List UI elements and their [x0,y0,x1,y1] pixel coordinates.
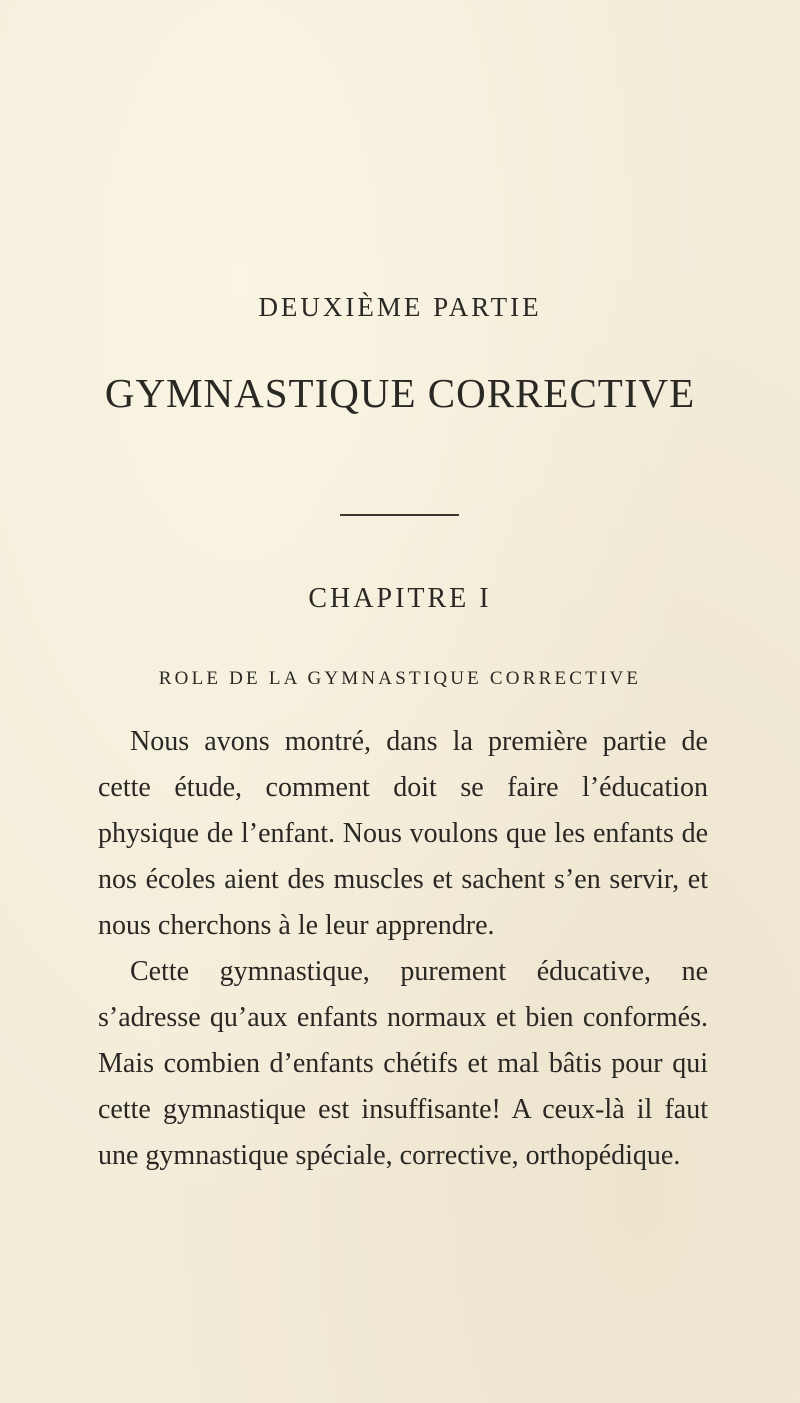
paragraph-1: Nous avons montré, dans la première partie de cette étude, comment doit se faire l’éducation physique de l’enfant. Nous voulons que les enfants de nos écoles aient des muscles et sachent s’en servir, et nous cherchons à le leur apprendre. [98,726,708,941]
main-title: GYMNASTIQUE CORRECTIVE [104,370,696,416]
chapter-subtitle: ROLE DE LA GYMNASTIQUE CORRECTIVE [158,668,642,689]
divider-rule [340,514,459,516]
body-text [98,719,708,1179]
chapter-title: CHAPITRE I [308,583,492,614]
part-title: DEUXIÈME PARTIE [258,292,542,322]
paragraph-2: Cette gymnastique, purement éducative, ne s’adresse qu’aux enfants normaux et bien conformés. Mais combien d’enfants chétifs et mal bâtis pour qui cette gymnastique est insuffisante! A ceux-là il faut une gymnastique spéciale, corrective, orthopédique. [98,956,708,1171]
